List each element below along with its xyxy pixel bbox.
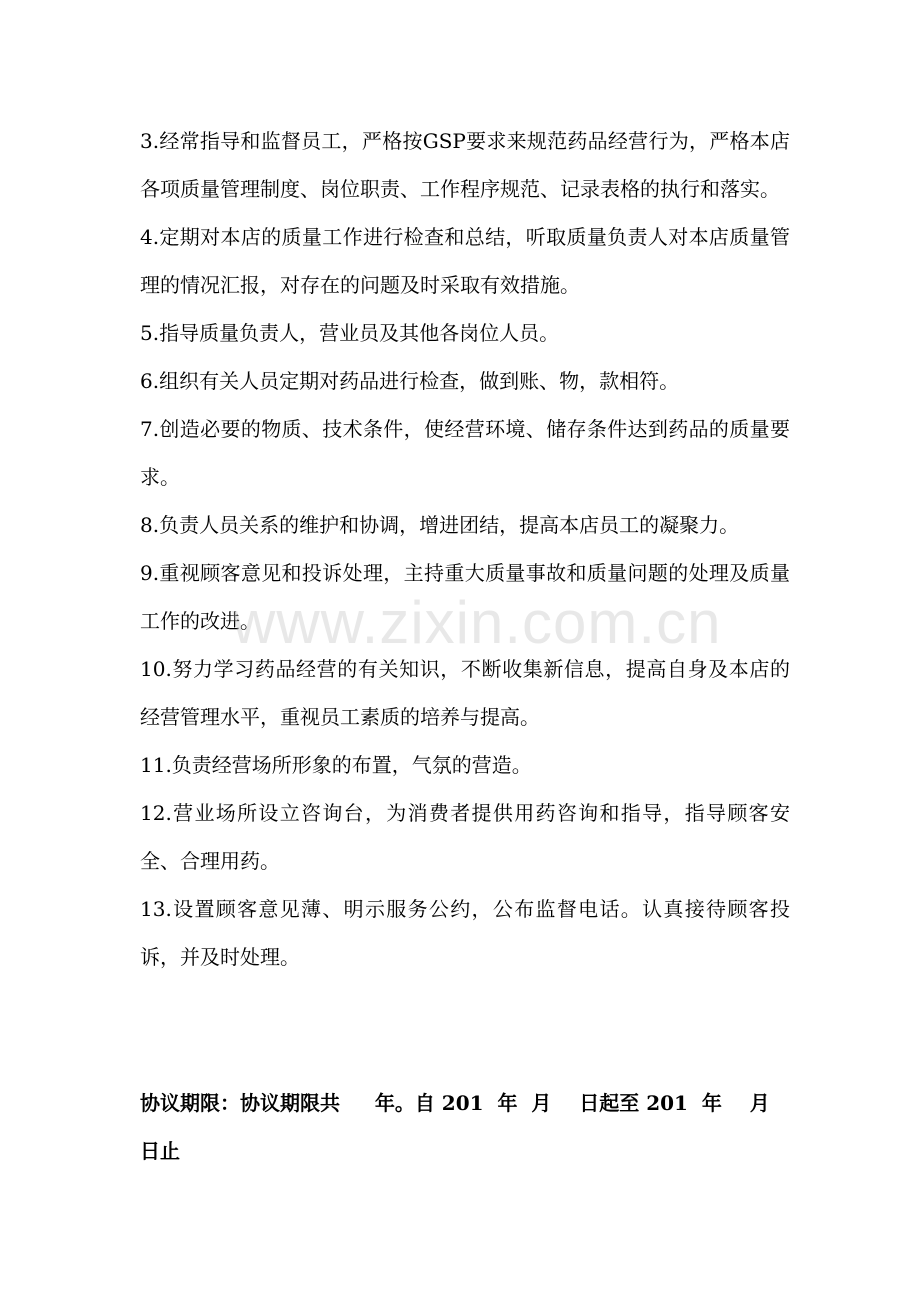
duty-item-4: 4.定期对本店的质量工作进行检查和总结，听取质量负责人对本店质量管理的情况汇报，对存在的问题及时采取有效措施。: [140, 225, 790, 297]
duty-item-10: 10.努力学习药品经营的有关知识，不断收集新信息，提高自身及本店的经营管理水平，重视员工素质的培养与提高。: [140, 657, 790, 729]
duty-item-7: 7.创造必要的物质、技术条件，使经营环境、储存条件达到药品的质量要求。: [140, 417, 790, 489]
duty-item-3: 3.经常指导和监督员工，严格按GSP要求来规范药品经营行为，严格本店各项质量管理制度、岗位职责、工作程序规范、记录表格的执行和落实。: [140, 129, 790, 201]
duty-item-5: 5.指导质量负责人，营业员及其他各岗位人员。: [140, 321, 560, 345]
duty-item-12: 12.营业场所设立咨询台，为消费者提供用药咨询和指导，指导顾客安全、合理用药。: [140, 801, 790, 873]
duty-list: [140, 117, 790, 981]
duty-item-6: 6.组织有关人员定期对药品进行检查，做到账、物，款相符。: [140, 369, 680, 393]
duty-item-8: 8.负责人员关系的维护和协调，增进团结，提高本店员工的凝聚力。: [140, 513, 740, 537]
agreement-term: 协议期限：协议期限共 年。自 201 年 月 日起至 201 年 月 日止: [140, 1091, 784, 1163]
watermark-text: www.zixin.com.cn: [232, 589, 722, 656]
duty-item-11: 11.负责经营场所形象的布置，气氛的营造。: [140, 753, 532, 777]
duty-item-9: 9.重视顾客意见和投诉处理，主持重大质量事故和质量问题的处理及质量工作的改进。: [140, 561, 790, 633]
duty-item-13: 13.设置顾客意见薄、明示服务公约，公布监督电话。认真接待顾客投诉，并及时处理。: [140, 897, 790, 969]
